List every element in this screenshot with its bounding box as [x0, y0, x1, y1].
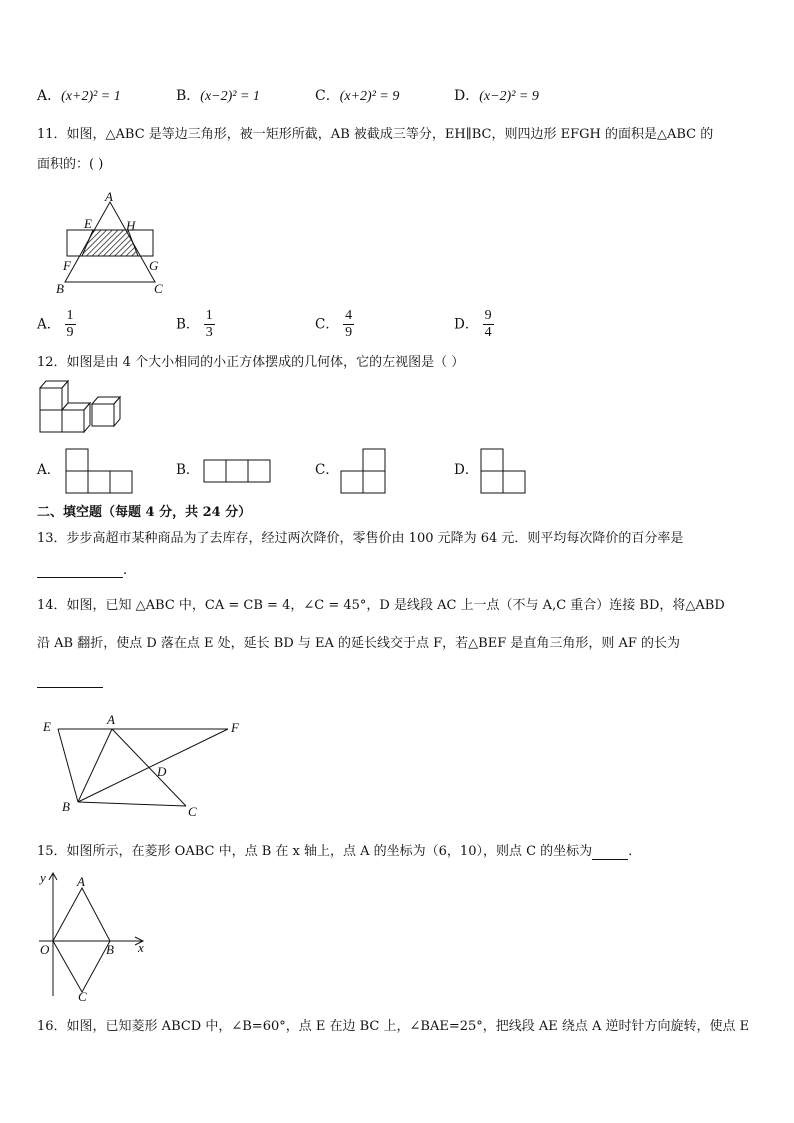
numerator: 9 [484, 308, 492, 323]
segment-ab [78, 729, 112, 802]
label-d: D [157, 764, 167, 779]
q12-option-c-view [340, 448, 388, 496]
label-e: E [43, 719, 51, 734]
q12-text: 12．如图是由 4 个大小相同的小正方体摆成的几何体，它的左视图是（ ） [37, 355, 465, 370]
denominator: 4 [484, 325, 492, 340]
q14-answer-line [37, 669, 103, 688]
label-f: F [63, 258, 71, 273]
option-label: D． [454, 88, 480, 104]
answer-blank[interactable] [592, 845, 628, 860]
numerator: 1 [66, 308, 74, 323]
q12-option-a-label: A． [37, 462, 61, 478]
q15-text [37, 844, 641, 860]
label-b: B [106, 942, 114, 957]
label-b: B [62, 799, 70, 814]
q11-text-line2: 面积的：( ) [37, 157, 104, 172]
label-g: G [149, 258, 159, 273]
q10-option-b [176, 88, 260, 105]
q12-option-b-label: B． [176, 462, 200, 478]
numerator: 1 [205, 308, 213, 323]
label-y: y [40, 870, 46, 885]
option-expression: (x+2)² = 1 [61, 89, 121, 104]
q12-option-b-view [203, 459, 271, 485]
fraction [483, 309, 494, 340]
option-label: B． [176, 316, 200, 333]
label-b: B [56, 281, 64, 296]
label-e: E [84, 216, 92, 231]
label-c: C [188, 804, 197, 819]
fraction [204, 309, 215, 340]
q12-option-d-label: D． [454, 462, 479, 478]
q10-option-d [454, 88, 539, 105]
option-label: B． [176, 88, 201, 104]
q14-figure [40, 708, 250, 823]
question-text: 15．如图所示，在菱形 OABC 中，点 B 在 x 轴上，点 A 的坐标为（6，10），则点 C 的坐标为 [37, 844, 593, 859]
segment-eb [58, 729, 78, 802]
section-title: 二、填空题（每题 4 分，共 24 分） [37, 505, 252, 520]
rhombus-oabc [53, 888, 110, 992]
option-label: C． [315, 316, 339, 333]
q14-text-line1: 14．如图，已知 △ABC 中，CA = CB = 4，∠C = 45°，D 是线段 AC 上一点（不与 A,C 重合）连接 BD，将△ABD [37, 598, 725, 613]
label-c: C [154, 281, 163, 296]
label-a: A [77, 874, 85, 889]
punctuation: ． [123, 562, 137, 578]
q12-option-a-view [65, 448, 133, 496]
option-label: A． [37, 316, 61, 333]
option-label: D． [454, 316, 479, 333]
denominator: 9 [345, 325, 353, 340]
q11-option-d [454, 309, 494, 340]
punctuation: ． [628, 844, 642, 859]
q12-option-d-view [480, 448, 528, 496]
q11-text-line1: 11．如图，△ABC 是等边三角形，被一矩形所截，AB 被截成三等分，EH∥BC，则四边形 EFGH 的面积是△ABC 的 [37, 127, 714, 142]
label-a: A [105, 190, 113, 204]
label-x: x [138, 940, 144, 955]
q16-text: 16．如图，已知菱形 ABCD 中，∠B=60°，点 E 在边 BC 上，∠BAE=25°，把线段 AE 绕点 A 逆时针方向旋转，使点 E [37, 1019, 750, 1034]
q13-text: 13．步步高超市某种商品为了去库存，经过两次降价，零售价由 100 元降为 64 元．则平均每次降价的百分率是 [37, 531, 684, 546]
fraction [343, 309, 354, 340]
q13-answer-line [37, 562, 137, 578]
q11-option-b [176, 309, 215, 340]
option-label: C． [315, 88, 340, 104]
label-c: C [78, 989, 87, 1003]
fraction [65, 309, 76, 340]
q11-figure [50, 190, 180, 300]
q14-text-line2: 沿 AB 翻折，使点 D 落在点 E 处，延长 BD 与 EA 的延长线交于点 F，若△BEF 是直角三角形，则 AF 的长为 [37, 636, 681, 651]
q10-option-c [315, 88, 399, 105]
option-label: A． [37, 88, 62, 104]
numerator: 4 [345, 308, 353, 323]
label-o: O [40, 942, 50, 957]
q10-option-a [37, 88, 121, 105]
denominator: 9 [66, 325, 74, 340]
hatched-quadrilateral [82, 230, 138, 256]
label-a: A [107, 712, 115, 727]
option-expression: (x+2)² = 9 [339, 89, 400, 104]
q11-option-c [315, 309, 354, 340]
answer-blank[interactable] [37, 563, 123, 578]
label-f: F [231, 720, 239, 735]
option-expression: (x−2)² = 1 [200, 89, 260, 104]
q12-option-c-label: C． [315, 462, 339, 478]
segment-bf [78, 729, 228, 802]
option-expression: (x−2)² = 9 [479, 89, 539, 104]
q11-option-a [37, 309, 76, 340]
q12-cube-figure [38, 378, 128, 438]
q15-figure [36, 868, 151, 1003]
segment-bc [78, 802, 186, 806]
label-h: H [126, 218, 136, 233]
answer-blank[interactable] [37, 673, 103, 688]
denominator: 3 [205, 325, 213, 340]
